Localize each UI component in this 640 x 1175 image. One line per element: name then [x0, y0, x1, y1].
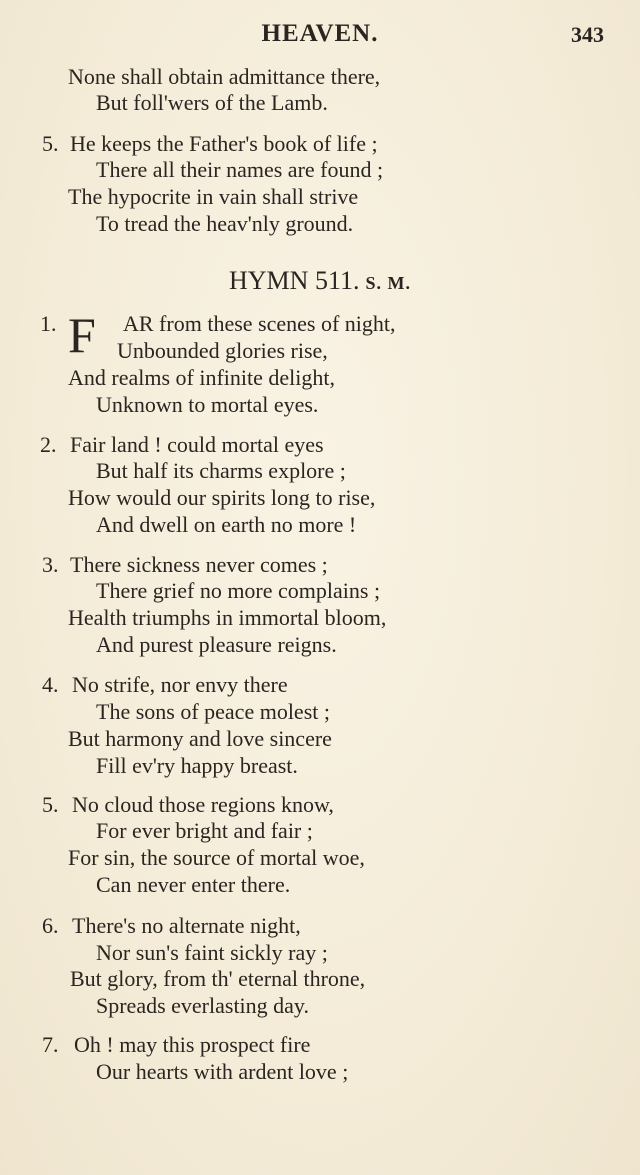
verse-line: Unbounded glories rise,: [117, 338, 328, 363]
verse-line: But half its charms explore ;: [96, 458, 346, 483]
stanza-number: 7.: [42, 1032, 59, 1057]
hymn-number: HYMN 511.: [229, 266, 360, 295]
verse-line: Unknown to mortal eyes.: [96, 392, 319, 417]
verse-line: There grief no more complains ;: [96, 578, 381, 603]
page-number: 343: [571, 22, 604, 47]
stanza-number: 1.: [40, 311, 57, 336]
stanza-number: 4.: [42, 672, 59, 697]
verse-line: Fill ev'ry happy breast.: [96, 753, 298, 778]
verse-line: No strife, nor envy there: [72, 672, 288, 697]
hymn-meter: S. M.: [365, 273, 411, 293]
stanza-number: 2.: [40, 432, 57, 457]
carryover-line: But foll'wers of the Lamb.: [96, 90, 328, 115]
verse-line: But glory, from th' eternal throne,: [70, 966, 366, 991]
verse-line: No cloud those regions know,: [72, 792, 334, 817]
drop-cap: F: [68, 307, 96, 363]
verse-line: Oh ! may this prospect fire: [74, 1032, 311, 1057]
verse-line: Our hearts with ardent love ;: [96, 1059, 349, 1084]
verse-line: Health triumphs in immortal bloom,: [68, 605, 387, 630]
verse-line: Fair land ! could mortal eyes: [70, 432, 324, 457]
verse-line: And dwell on earth no more !: [96, 512, 357, 537]
running-title: HEAVEN.: [261, 20, 379, 47]
stanza-number: 6.: [42, 913, 59, 938]
verse-line: The sons of peace molest ;: [96, 699, 330, 724]
stanza-number: 5.: [42, 792, 59, 817]
stanza-number: 5.: [42, 131, 59, 156]
verse-line: There all their names are found ;: [96, 157, 384, 182]
hymn-title: [0, 266, 640, 296]
verse-line: Nor sun's faint sickly ray ;: [96, 940, 328, 965]
verse-line: For sin, the source of mortal woe,: [68, 845, 365, 870]
verse-line: Can never enter there.: [96, 872, 291, 897]
verse-line: There's no alternate night,: [72, 913, 301, 938]
verse-line: But harmony and love sincere: [68, 726, 332, 751]
verse-line: He keeps the Father's book of life ;: [70, 131, 378, 156]
verse-line: And purest pleasure reigns.: [96, 632, 337, 657]
verse-line: The hypocrite in vain shall strive: [68, 184, 359, 209]
verse-line: AR from these scenes of night,: [123, 311, 396, 336]
carryover-line: None shall obtain admittance there,: [68, 64, 381, 89]
verse-line: And realms of infinite delight,: [68, 365, 335, 390]
verse-line: To tread the heav'nly ground.: [96, 211, 354, 236]
verse-line: For ever bright and fair ;: [96, 818, 313, 843]
verse-line: How would our spirits long to rise,: [68, 485, 376, 510]
stanza-number: 3.: [42, 552, 59, 577]
verse-line: Spreads everlasting day.: [96, 993, 310, 1018]
verse-line: There sickness never comes ;: [70, 552, 328, 577]
